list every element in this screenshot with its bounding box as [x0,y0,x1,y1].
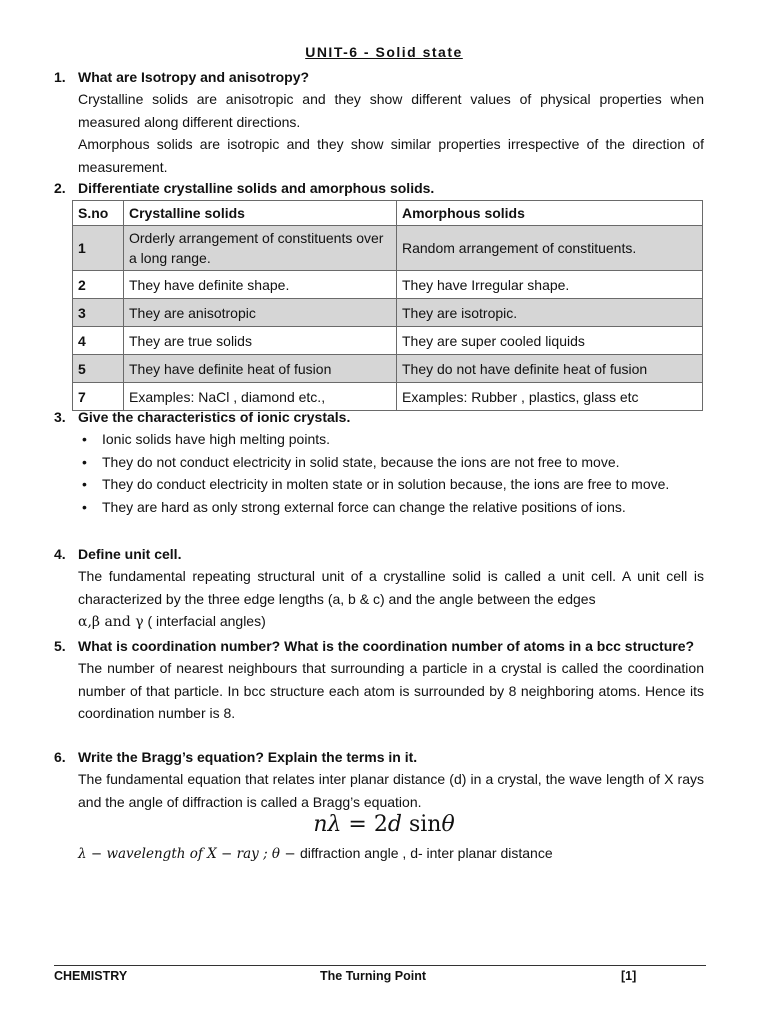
bragg-equation [0,812,768,837]
table-cell: Random arrangement of constituents. [397,226,703,271]
terms-math: λ − wavelength of X − ray ; θ − [78,846,300,862]
table-cell: They have definite heat of fusion [124,355,397,383]
table-cell: They are super cooled liquids [397,327,703,355]
table-cell: They have Irregular shape. [397,271,703,299]
question-number: 1. [54,69,66,85]
list-item: • Ionic solids have high melting points. [78,428,704,451]
equation-equals: = 2 [341,812,388,837]
question-text: Differentiate crystalline solids and amorphous solids. [78,180,435,196]
question-number: 3. [54,409,66,425]
answer-text-end: ( interfacial angles) [143,613,266,629]
answer-paragraph: The number of nearest neighbours that surrounding a particle in a crystal is called the coordination number of that particle. In bcc structure each atom is surrounded by 8 neighboring atoms. Hence its coordination number is 8. [78,660,704,721]
table-cell: They do not have definite heat of fusion [397,355,703,383]
question-text: Write the Bragg’s equation? Explain the terms in it. [78,749,418,765]
question-4 [54,543,704,634]
footer-title: The Turning Point [320,969,426,983]
list-item: • They do conduct electricity in molten state or in solution because, the ions are free to move. [78,473,704,496]
question-text: Define unit cell. [78,546,182,562]
footer-page-number: [1] [621,969,637,983]
table-row [73,299,703,327]
page-title: UNIT-6 - Solid state [305,44,463,60]
answer-paragraph: The fundamental equation that relates inter planar distance (d) in a crystal, the wave length of X rays and the angle of diffraction is called a Bragg’s equation. [78,771,704,810]
table-cell: Examples: NaCl , diamond etc., [124,383,397,411]
question-6 [54,746,704,813]
question-2 [54,177,704,199]
table-cell: Examples: Rubber , plastics, glass etc [397,383,703,411]
greek-angles: α,β and γ [78,614,144,630]
question-text: What are Isotropy and anisotropy? [78,69,310,85]
list-item: • They do not conduct electricity in solid state, because the ions are not free to move. [78,451,704,474]
equation-rhs: d [387,812,409,837]
table-header: Crystalline solids [124,201,397,226]
equation-theta: θ [441,812,455,837]
question-5 [54,635,704,725]
answer-text: The fundamental repeating structural unit of a crystalline solid is called a unit cell. A unit cell is characterized by the three edge lengths (a, b & c) and the angle between the edges [78,568,704,607]
table-row [73,355,703,383]
question-1 [54,66,704,178]
bullet-list [78,428,704,518]
footer-divider [54,965,706,966]
list-item: • They are hard as only strong external force can change the relative positions of ions. [78,496,704,519]
table-cell-sno: 7 [73,383,124,411]
table-header-row [73,201,703,226]
footer-subject: CHEMISTRY [54,969,128,983]
table-header: Amorphous solids [397,201,703,226]
table-header: S.no [73,201,124,226]
table-row [73,271,703,299]
answer-paragraph [78,565,704,634]
question-text: What is coordination number? What is the coordination number of atoms in a bcc structure? [78,638,695,654]
equation-lhs: nλ [313,812,342,837]
table-cell-sno: 3 [73,299,124,327]
table-cell-sno: 5 [73,355,124,383]
answer-paragraph: Crystalline solids are anisotropic and they show different values of physical properties when measured along different directions. [78,91,704,130]
question-number: 4. [54,546,66,562]
terms-text: diffraction angle , d- inter planar distance [299,845,553,861]
question-number: 6. [54,749,66,765]
comparison-table [72,200,703,411]
table-cell: They have definite shape. [124,271,397,299]
table-cell: They are isotropic. [397,299,703,327]
table-cell-sno: 1 [73,226,124,271]
table-cell-sno: 2 [73,271,124,299]
question-number: 2. [54,180,66,196]
table-cell: They are anisotropic [124,299,397,327]
answer-paragraph: Amorphous solids are isotropic and they show similar properties irrespective of the direction of measurement. [78,136,704,175]
equation-sin: sin [408,812,442,837]
table-row [73,327,703,355]
question-3 [54,406,704,518]
equation-terms [78,845,553,862]
table-cell: Orderly arrangement of constituents over a long range. [124,226,397,271]
question-text: Give the characteristics of ionic crystals. [78,409,351,425]
table-cell: They are true solids [124,327,397,355]
table-cell-sno: 4 [73,327,124,355]
question-number: 5. [54,638,66,654]
table-row [73,226,703,271]
